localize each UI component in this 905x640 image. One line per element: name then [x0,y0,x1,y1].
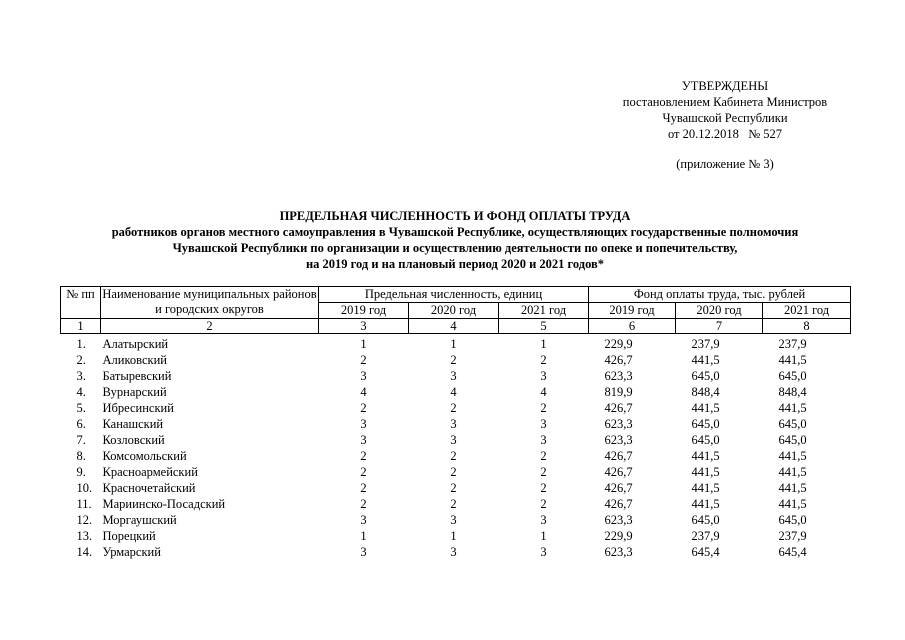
district-name: Порецкий [102,528,156,543]
fund-2020: 441,5 [691,400,720,415]
header-staff-2019: 2019 год [319,303,409,319]
fund-2021: 441,5 [778,480,807,495]
table-row [61,416,851,432]
staff-2019: 2 [360,496,367,511]
district-name: Красночетайский [102,480,196,495]
table-row [61,464,851,480]
staff-2021: 3 [540,416,547,431]
staff-2019: 2 [360,464,367,479]
document-title [60,208,850,272]
staff-2021: 3 [540,512,547,527]
col-number: 3 [319,319,409,334]
district-name: Алатырский [102,336,169,351]
district-name: Урмарский [102,544,161,559]
district-name: Козловский [102,432,165,447]
staff-2021: 2 [540,352,547,367]
fund-2021: 441,5 [778,448,807,463]
table-row [61,512,851,528]
fund-2020: 237,9 [691,528,720,543]
fund-2021: 645,0 [778,432,807,447]
header-staff-group: Предельная численность, единиц [319,287,589,303]
header-name: Наименование муниципальных районов и городских округов [101,287,319,319]
header-fund-2020: 2020 год [676,303,763,319]
staff-2019: 3 [360,544,367,559]
fund-2021: 441,5 [778,400,807,415]
fund-2019: 623,3 [604,368,633,383]
fund-2020: 441,5 [691,480,720,495]
header-fund-group: Фонд оплаты труда, тыс. рублей [589,287,851,303]
fund-2020: 441,5 [691,464,720,479]
approval-heading: УТВЕРЖДЕНЫ [681,79,769,93]
staff-2021: 3 [540,544,547,559]
fund-2020: 848,4 [691,384,720,399]
fund-2019: 229,9 [604,528,633,543]
staff-2021: 2 [540,480,547,495]
table-row [61,400,851,416]
approval-date-number: от 20.12.2018 № 527 [667,127,783,141]
district-name: Мариинско-Посадский [102,496,226,511]
staff-2019: 3 [360,512,367,527]
row-number: 9. [76,464,86,479]
title-line-3: Чувашской Республики по организации и осуществлению деятельности по опеке и попечительству, [172,241,738,255]
table-row [61,544,851,560]
staff-2019: 2 [360,400,367,415]
fund-2020: 237,9 [691,336,720,351]
district-name: Аликовский [102,352,167,367]
title-line-4: на 2019 год и на плановый период 2020 и 2021 годов* [305,257,605,271]
fund-2020: 645,0 [691,368,720,383]
district-name: Комсомольский [102,448,187,463]
fund-2019: 623,3 [604,432,633,447]
title-line-2: работников органов местного самоуправления в Чувашской Республике, осуществляющих государственные полномочия [111,225,799,239]
staff-2019: 2 [360,448,367,463]
staff-fund-table [60,286,851,560]
fund-2021: 441,5 [778,496,807,511]
fund-2019: 623,3 [604,416,633,431]
district-name: Батыревский [102,368,172,383]
staff-2019: 3 [360,432,367,447]
table-row [61,368,851,384]
staff-2020: 3 [450,416,457,431]
staff-2021: 2 [540,400,547,415]
fund-2021: 645,0 [778,512,807,527]
district-name: Вурнарский [102,384,167,399]
col-number: 6 [589,319,676,334]
staff-2020: 3 [450,368,457,383]
staff-2020: 1 [450,528,457,543]
staff-2021: 3 [540,368,547,383]
col-number: 4 [409,319,499,334]
approval-republic: Чувашской Республики [662,111,788,125]
fund-2020: 441,5 [691,448,720,463]
fund-2019: 426,7 [604,464,633,479]
staff-2021: 2 [540,464,547,479]
fund-2020: 441,5 [691,496,720,511]
staff-2021: 1 [540,528,547,543]
approval-issuer: постановлением Кабинета Министров [622,95,828,109]
staff-2020: 2 [450,352,457,367]
fund-2019: 229,9 [604,336,633,351]
table-row [61,432,851,448]
staff-2019: 2 [360,352,367,367]
staff-2020: 2 [450,400,457,415]
staff-2020: 3 [450,432,457,447]
fund-2021: 645,0 [778,416,807,431]
fund-2021: 848,4 [778,384,807,399]
fund-2019: 623,3 [604,512,633,527]
fund-2019: 623,3 [604,544,633,559]
row-number: 4. [76,384,86,399]
approval-stamp [600,78,850,172]
row-number: 13. [76,528,93,543]
fund-2019: 426,7 [604,496,633,511]
staff-2020: 3 [450,512,457,527]
staff-2019: 4 [360,384,367,399]
row-number: 1. [76,336,86,351]
fund-2019: 426,7 [604,480,633,495]
fund-2021: 237,9 [778,336,807,351]
table-row [61,334,851,353]
staff-2020: 2 [450,464,457,479]
table-row [61,448,851,464]
staff-2020: 2 [450,496,457,511]
fund-2021: 441,5 [778,352,807,367]
fund-2020: 645,0 [691,512,720,527]
staff-2021: 1 [540,336,547,351]
staff-2021: 2 [540,448,547,463]
staff-2020: 2 [450,480,457,495]
table-body [61,334,851,561]
row-number: 8. [76,448,86,463]
row-number: 3. [76,368,86,383]
staff-2019: 3 [360,368,367,383]
col-number: 2 [101,319,319,334]
header-staff-2020: 2020 год [409,303,499,319]
col-number: 1 [61,319,101,334]
table-row [61,528,851,544]
fund-2020: 645,0 [691,432,720,447]
fund-2021: 237,9 [778,528,807,543]
staff-2019: 2 [360,480,367,495]
header-fund-2019: 2019 год [589,303,676,319]
appendix-label: (приложение № 3) [676,157,774,171]
row-number: 5. [76,400,86,415]
header-staff-2021: 2021 год [499,303,589,319]
header-fund-2021: 2021 год [763,303,851,319]
staff-2019: 1 [360,336,367,351]
col-number: 5 [499,319,589,334]
row-number: 12. [76,512,93,527]
staff-2019: 3 [360,416,367,431]
staff-2020: 4 [450,384,457,399]
district-name: Канашский [102,416,164,431]
fund-2019: 426,7 [604,448,633,463]
staff-2021: 2 [540,496,547,511]
row-number: 7. [76,432,86,447]
staff-2021: 3 [540,432,547,447]
fund-2019: 426,7 [604,352,633,367]
header-num: № пп [61,287,101,319]
row-number: 11. [76,496,92,511]
table-row [61,480,851,496]
row-number: 14. [76,544,93,559]
fund-2021: 441,5 [778,464,807,479]
table-row [61,352,851,368]
staff-2020: 2 [450,448,457,463]
fund-2020: 645,0 [691,416,720,431]
row-number: 6. [76,416,86,431]
staff-2021: 4 [540,384,547,399]
table-row [61,496,851,512]
fund-2020: 441,5 [691,352,720,367]
fund-2020: 645,4 [691,544,720,559]
staff-2020: 1 [450,336,457,351]
staff-2019: 1 [360,528,367,543]
staff-2020: 3 [450,544,457,559]
fund-2021: 645,0 [778,368,807,383]
col-number: 8 [763,319,851,334]
col-number: 7 [676,319,763,334]
district-name: Ибресинский [102,400,174,415]
district-name: Красноармейский [102,464,198,479]
title-line-1: ПРЕДЕЛЬНАЯ ЧИСЛЕННОСТЬ И ФОНД ОПЛАТЫ ТРУДА [279,209,631,223]
table-row [61,384,851,400]
district-name: Моргаушский [102,512,177,527]
fund-2021: 645,4 [778,544,807,559]
fund-2019: 426,7 [604,400,633,415]
fund-2019: 819,9 [604,384,633,399]
row-number: 2. [76,352,86,367]
row-number: 10. [76,480,93,495]
